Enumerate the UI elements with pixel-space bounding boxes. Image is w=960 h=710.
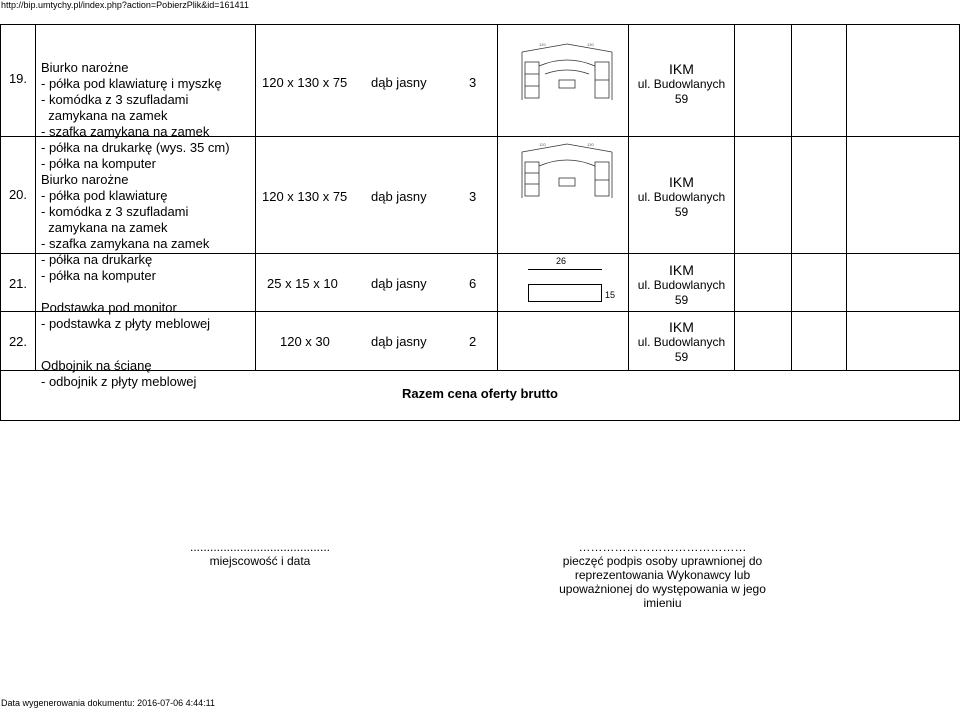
row-quantity: 2: [469, 334, 477, 349]
row-dimensions: 120 x 130 x 75: [262, 75, 348, 90]
svg-text:130: 130: [587, 42, 594, 47]
row-description: Podstawka pod monitor - podstawka z płyty meblowej: [41, 300, 211, 331]
url-header: http://bip.umtychy.pl/index.php?action=PobierzPlik&id=161411: [1, 0, 249, 10]
drawing-dimension-line: [528, 269, 602, 270]
row-quantity: 3: [469, 75, 477, 90]
row-description: Biurko narożne - półka pod klawiaturę i myszkę - komódka z 3 szufladami zamykana na zamek - szafka zamykana na zamek - półka na drukarkę (wys. 35 cm) - półka na komputer: [41, 60, 230, 171]
row-dimensions: 120 x 30: [280, 334, 330, 349]
row-location: IKM ul. Budowlanych 59: [637, 319, 726, 364]
row-quantity: 6: [469, 276, 477, 291]
row-dimensions: 25 x 15 x 10: [267, 276, 338, 291]
row-material: dąb jasny: [371, 334, 427, 349]
row-description: Biurko narożne - półka pod klawiaturę - komódka z 3 szufladami zamykana na zamek - szafka zamykana na zamek - półka na drukarkę - półka na komputer: [41, 172, 210, 283]
signature-authorized: …………………………………… pieczęć podpis osoby uprawnionej do reprezentowania Wykonawcy lub upoważnionej do występowania w jego imieniu: [559, 540, 766, 610]
row-number: 21.: [8, 276, 28, 291]
total-label: Razem cena oferty brutto: [401, 386, 559, 401]
svg-text:130: 130: [587, 142, 594, 147]
desk-drawing-19: [517, 40, 617, 105]
row-quantity: 3: [469, 189, 477, 204]
signature-place-date: .......................................... miejscowość i data: [189, 540, 331, 568]
desk-drawing-20: [517, 138, 617, 203]
row-location: IKM ul. Budowlanych 59: [637, 262, 726, 307]
drawing-height-label: 15: [605, 290, 616, 300]
svg-text:120: 120: [539, 142, 546, 147]
row-material: dąb jasny: [371, 189, 427, 204]
row-material: dąb jasny: [371, 75, 427, 90]
generation-footer: Data wygenerowania dokumentu: 2016-07-06 4:44:11: [1, 698, 215, 708]
row-number: 19.: [8, 71, 28, 86]
row-dimensions: 120 x 130 x 75: [262, 189, 348, 204]
row-description: Odbojnik na ścianę - odbojnik z płyty meblowej: [41, 358, 197, 389]
row-number: 20.: [8, 187, 28, 202]
row-location: IKM ul. Budowlanych 59: [637, 174, 726, 219]
row-material: dąb jasny: [371, 276, 427, 291]
row-location: IKM ul. Budowlanych 59: [637, 61, 726, 106]
row-number: 22.: [8, 334, 28, 349]
monitor-stand-drawing: [528, 284, 602, 302]
svg-text:120: 120: [539, 42, 546, 47]
drawing-width-label: 26: [556, 256, 567, 266]
